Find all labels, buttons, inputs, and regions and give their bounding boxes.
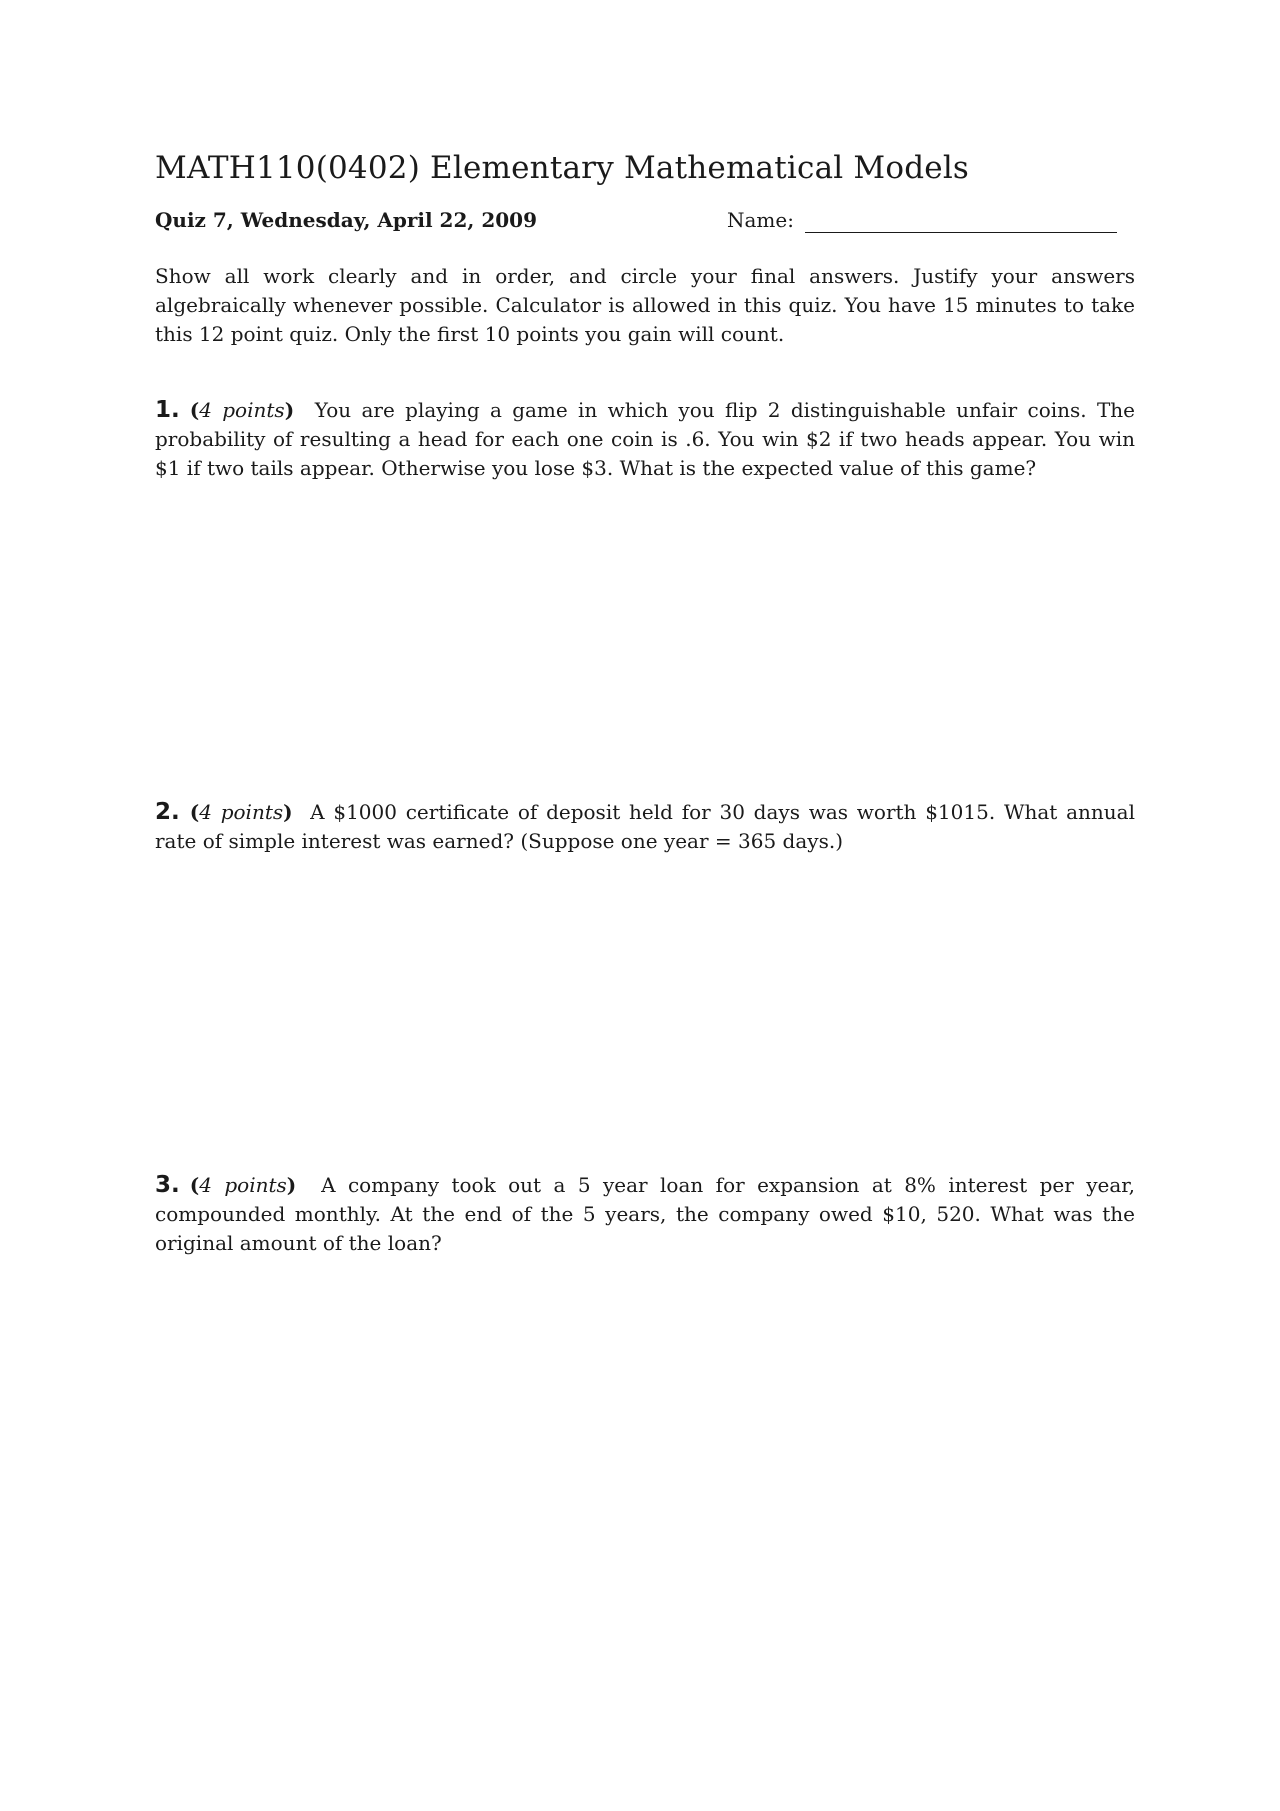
problem-3: 3. (4 points) A company took out a 5 year loan for expansion at 8% interest per year, compounded monthly. At the end of the 5 years, the company owed $10, 520. What was the original amount of the loan? [155, 1172, 1135, 1255]
problem-number: 3. [155, 1172, 180, 1198]
name-label: Name: [727, 208, 794, 232]
quiz-info: Quiz 7, Wednesday, April 22, 2009 [155, 208, 537, 232]
problem-number: 1. [155, 397, 180, 423]
problem-text: A company took out a 5 year loan for expansion at 8% interest per year, compounded monthly. At the end of the 5 years, the company owed $10, 520. What was the original amount of the loan? [155, 1173, 1135, 1255]
problem-text: You are playing a game in which you flip 2 distinguishable unfair coins. The probability of resulting a head for each one coin is .6. You win $2 if two heads appear. You win $1 if two tails appear. Otherwise you lose $3. What is the expected value of this game? [155, 398, 1136, 480]
instructions: Show all work clearly and in order, and circle your final answers. Justify your answers algebraically whenever possible. Calculator is allowed in this quiz. You have 15 minutes to take this 12 point quiz. Only the first 10 points you gain will count. [155, 264, 1135, 346]
name-blank-line[interactable] [805, 232, 1117, 233]
problem-2: 2. (4 points) A $1000 certificate of deposit held for 30 days was worth $1015. What annual rate of simple interest was earned? (Suppose one year = 365 days.) [155, 799, 1135, 853]
quiz-subheader [155, 208, 1115, 238]
page-title: MATH110(0402) Elementary Mathematical Models [155, 150, 970, 186]
problem-points: 4 points [199, 1173, 287, 1197]
problem-points: 4 points [199, 800, 284, 824]
problem-text: A $1000 certificate of deposit held for 30 days was worth $1015. What annual rate of simple interest was earned? (Suppose one year = 365 days.) [155, 800, 1135, 853]
problem-points: 4 points [199, 398, 285, 422]
problem-number: 2. [155, 799, 180, 825]
problem-1: 1. (4 points) You are playing a game in which you flip 2 distinguishable unfair coins. The probability of resulting a head for each one coin is .6. You win $2 if two heads appear. You win $1 if two tails appear. Otherwise you lose $3. What is the expected value of this game? [155, 397, 1136, 480]
